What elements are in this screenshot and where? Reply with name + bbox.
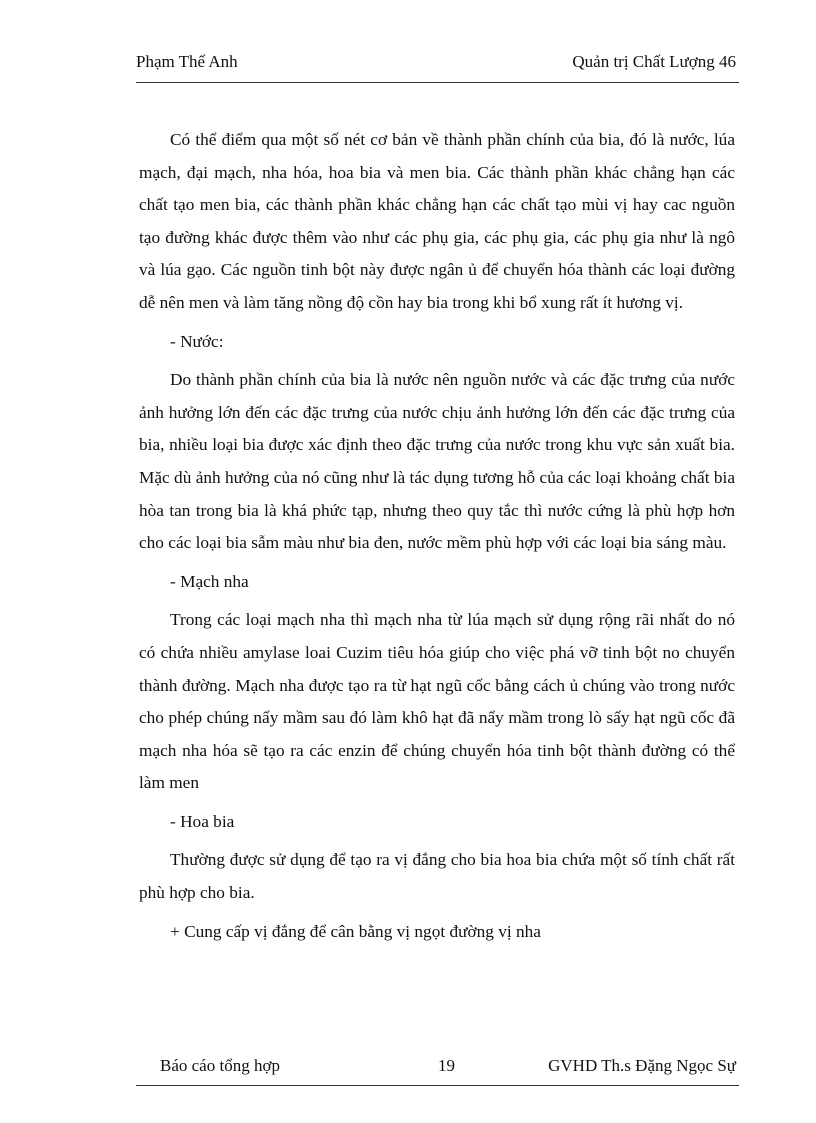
document-body bbox=[139, 124, 735, 954]
header-course: Quản trị Chất Lượng 46 bbox=[572, 52, 736, 71]
footer-report: Báo cáo tổng hợp bbox=[160, 1056, 280, 1075]
water-heading: - Nước: bbox=[170, 331, 224, 351]
water-paragraph: Do thành phần chính của bia là nước nên nguồn nước và các đặc trưng của nước ảnh hưởng lớn đến các đặc trưng của nước chịu ảnh hưởng lớn đến các đặc trưng của bia, nhiều loại bia được xác định theo đặc trưng của nước trong khu vực sản xuất bia. Mặc dù ảnh hưởng của nó cũng như là tác dụng tương hỗ của các loại khoảng chất bia hòa tan trong bia là khá phức tạp, nhưng theo quy tắc thì nước cứng là phù hợp hơn cho các loại bia sẫm màu như bia đen, nước mềm phù hợp với các loại bia sáng màu. bbox=[139, 370, 735, 553]
header-rule bbox=[136, 82, 739, 83]
hops-bullet: + Cung cấp vị đắng để cân bằng vị ngọt đường vị nha bbox=[170, 921, 541, 941]
page-footer bbox=[160, 1052, 736, 1082]
hops-heading: - Hoa bia bbox=[170, 811, 235, 831]
page-header bbox=[136, 48, 736, 76]
malt-paragraph: Trong các loại mạch nha thì mạch nha từ lúa mạch sử dụng rộng rãi nhất do nó có chứa nhiều amylase loai Cuzim tiêu hóa giúp cho việc phá vỡ tinh bột no chuyển thành đường. Mạch nha được tạo ra từ hạt ngũ cốc bằng cách ủ chúng vào trong nước cho phép chúng nẩy mầm sau đó làm khô hạt đã nẩy mầm trong lò sấy hạt ngũ cốc đã mạch nha hóa sẽ tạo ra các enzin để chúng chuyển hóa tinh bột thành đường có thể làm men bbox=[139, 610, 735, 793]
malt-heading: - Mạch nha bbox=[170, 571, 249, 591]
intro-paragraph: Có thể điểm qua một số nét cơ bản về thành phần chính của bia, đó là nước, lúa mạch, đại mạch, nha hóa, hoa bia và men bia. Các thành phần khác chẳng hạn các chất tạo men bia, các thành phần khác chẳng hạn các chất tạo mùi vị hay cac nguồn tạo đường khác được thêm vào như các phụ gia, các phụ gia, các phụ gia như là ngô và lúa gạo. Các nguồn tinh bột này được ngân ủ để chuyển hóa thành các loại đường dễ nên men và làm tăng nồng độ cồn hay bia trong khi bổ xung rất ít hương vị. bbox=[139, 130, 735, 312]
footer-rule bbox=[136, 1085, 739, 1086]
hops-paragraph: Thường được sử dụng để tạo ra vị đắng cho bia hoa bia chứa một số tính chất rất phù hợp cho bia. bbox=[139, 850, 735, 903]
header-author: Phạm Thế Anh bbox=[136, 52, 238, 71]
page-number: 19 bbox=[438, 1056, 455, 1075]
footer-advisor: GVHD Th.s Đặng Ngọc Sự bbox=[548, 1056, 736, 1075]
